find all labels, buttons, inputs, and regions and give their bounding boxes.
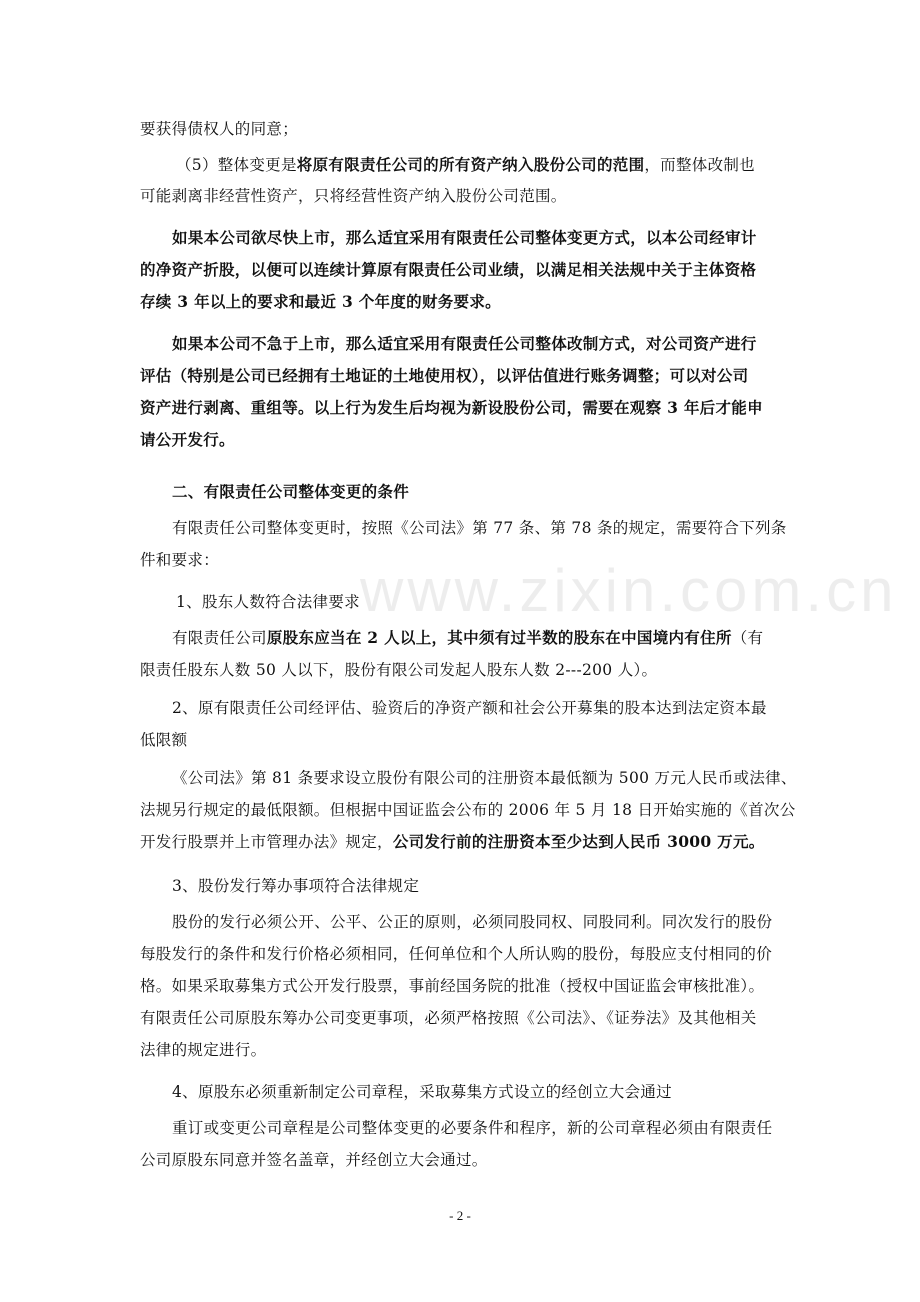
text-line: [140, 118, 790, 140]
text-line: [140, 549, 790, 571]
text: （有: [731, 629, 764, 647]
text-line: [140, 365, 790, 387]
text-line: [140, 429, 790, 451]
bold-text: 将原有限责任公司的所有资产纳入股份公司的范围: [296, 155, 645, 174]
text-line: [140, 259, 790, 281]
text-line: [140, 291, 790, 313]
text-line: [140, 1039, 790, 1061]
text: 要获得债权人的同意；: [140, 120, 299, 138]
page-number: - 2 -: [449, 1208, 471, 1223]
text: 4、原股东必须重新制定公司章程，采取募集方式设立的经创立大会通过: [172, 1083, 672, 1101]
text-line: [140, 767, 822, 789]
text: 件和要求：: [140, 551, 220, 569]
bold-text: 请公开发行。: [140, 430, 235, 449]
text: ，而整体改制也: [644, 156, 755, 174]
bold-text: 二、有限责任公司整体变更的条件: [172, 482, 410, 501]
text-line: [140, 799, 796, 821]
text: 限责任股东人数 50 人以下，股份有限公司发起人股东人数 2---200 人）。: [140, 661, 658, 679]
text-line: [140, 1007, 790, 1029]
text-line: [140, 481, 822, 503]
text: 《公司法》第 81 条要求设立股份有限公司的注册资本最低额为 500 万元人民币或法律、: [172, 769, 797, 787]
text-line: [140, 333, 822, 355]
bold-text: 资产进行剥离、重组等。以上行为发生后均视为新设股份公司，需要在观察 3 年后才能申: [140, 398, 763, 417]
text: 公司原股东同意并签名盖章，并经创立大会通过。: [140, 1151, 488, 1169]
text-line: [140, 397, 790, 419]
bold-text: 如果本公司欲尽快上市，那么适宜采用有限责任公司整体变更方式，以本公司经审计: [172, 228, 757, 247]
text: 有限责任公司: [172, 629, 267, 647]
text: 法规另行规定的最低限额。但根据中国证监会公布的 2006 年 5 月 18 日开始实施的《首次公: [140, 801, 796, 819]
text: 每股发行的条件和发行价格必须相同，任何单位和个人所认购的股份，每股应支付相同的价: [140, 945, 773, 963]
text-line: [140, 975, 790, 997]
text: 格。如果采取募集方式公开发行股票，事前经国务院的批准（授权中国证监会审核批准）。: [140, 977, 765, 995]
text: 重订或变更公司章程是公司整体变更的必要条件和程序，新的公司章程必须由有限责任: [172, 1119, 773, 1137]
text-line: [140, 227, 822, 249]
text-line: [140, 729, 790, 751]
text: 法律的规定进行。: [140, 1041, 267, 1059]
watermark: www.zixin.com.cn: [360, 557, 898, 624]
text: 2、原有限责任公司经评估、验资后的净资产额和社会公开募集的股本达到法定资本最: [172, 699, 767, 717]
text-line: [140, 185, 790, 207]
text: 1、股东人数符合法律要求: [176, 593, 360, 611]
bold-text: 存续 3 年以上的要求和最近 3 个年度的财务要求。: [140, 292, 501, 311]
text: 3、股份发行筹办事项符合法律规定: [172, 877, 420, 895]
text-line: [140, 627, 822, 649]
text: 开发行股票并上市管理办法》规定，: [140, 833, 393, 851]
text: （5）整体变更是: [176, 156, 297, 174]
text-line: [140, 517, 822, 539]
text-line: [140, 659, 790, 681]
text-line: [140, 154, 826, 176]
text-line: [140, 1149, 790, 1171]
text-line: [140, 697, 822, 719]
bold-text: 的净资产折股，以便可以连续计算原有限责任公司业绩，以满足相关法规中关于主体资格: [140, 260, 757, 279]
text: 可能剥离非经营性资产，只将经营性资产纳入股份公司范围。: [140, 187, 567, 205]
text-line: [140, 1081, 822, 1103]
text-line: [140, 831, 790, 853]
text-line: [140, 1117, 822, 1139]
text-line: [140, 911, 822, 933]
bold-text: 如果本公司不急于上市，那么适宜采用有限责任公司整体改制方式，对公司资产进行: [172, 334, 757, 353]
text-line: [140, 591, 826, 613]
text-line: [140, 943, 790, 965]
text: 有限责任公司整体变更时，按照《公司法》第 77 条、第 78 条的规定，需要符合下列条: [172, 519, 787, 537]
text: 低限额: [140, 731, 188, 749]
text: 有限责任公司原股东筹办公司变更事项，必须严格按照《公司法》、《证券法》及其他相关: [140, 1009, 757, 1027]
bold-text: 原股东应当在 2 人以上，其中须有过半数的股东在中国境内有住所: [266, 628, 732, 647]
text: 股份的发行必须公开、公平、公正的原则，必须同股同权、同股同利。同次发行的股份: [172, 913, 773, 931]
text-line: [140, 875, 822, 897]
bold-text: 公司发行前的注册资本至少达到人民币 3000 万元。: [392, 832, 765, 851]
bold-text: 评估（特别是公司已经拥有土地证的土地使用权），以评估值进行账务调整；可以对公司: [140, 366, 749, 385]
